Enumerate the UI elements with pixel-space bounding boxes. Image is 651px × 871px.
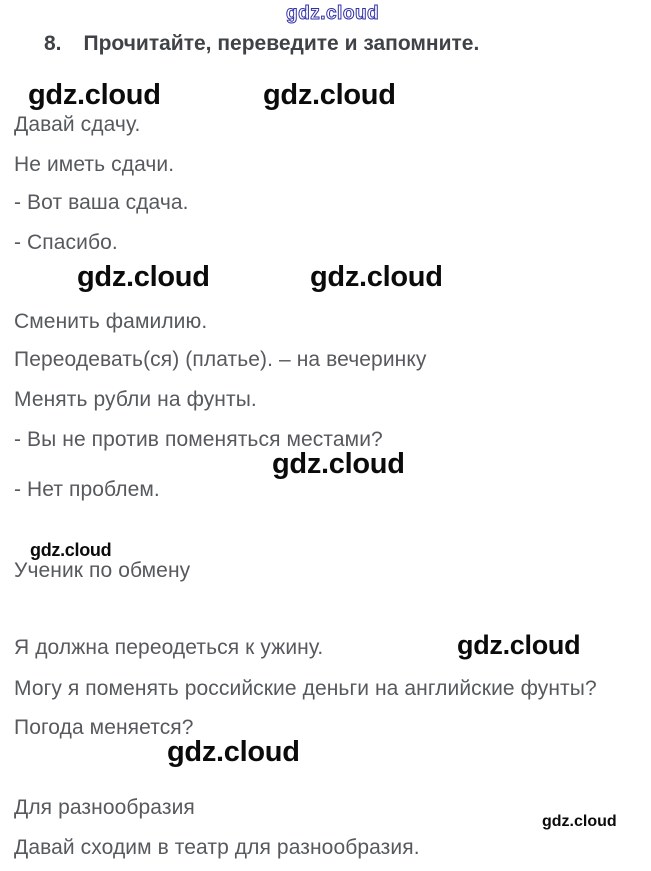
exercise-title: Прочитайте, переведите и запомните. bbox=[83, 32, 480, 55]
text-line: Менять рубли на фунты. bbox=[14, 388, 257, 411]
gdz-cloud-watermark: gdz.cloud bbox=[310, 261, 443, 293]
gdz-cloud-watermark: gdz.cloud bbox=[167, 736, 300, 768]
text-line: Для разнообразия bbox=[14, 796, 195, 819]
text-line: Переодевать(ся) (платье). – на вечеринку bbox=[14, 348, 427, 371]
gdz-cloud-watermark: gdz.cloud bbox=[542, 813, 617, 830]
text-line: - Нет проблем. bbox=[14, 478, 160, 501]
text-line: Не иметь сдачи. bbox=[14, 153, 175, 176]
text-line: - Вы не против поменяться местами? bbox=[14, 428, 383, 451]
gdz-cloud-watermark-outline: gdz.cloud bbox=[286, 3, 380, 24]
exercise-heading bbox=[44, 31, 479, 56]
text-line: Давай сходим в театр для разнообразия. bbox=[14, 836, 420, 859]
text-line: - Вот ваша сдача. bbox=[14, 191, 189, 214]
gdz-cloud-watermark: gdz.cloud bbox=[30, 540, 112, 560]
gdz-cloud-watermark: gdz.cloud bbox=[272, 448, 405, 480]
gdz-cloud-watermark: gdz.cloud bbox=[263, 79, 396, 111]
gdz-cloud-watermark: gdz.cloud bbox=[28, 79, 161, 111]
text-line: Могу я поменять российские деньги на английские фунты? bbox=[14, 677, 597, 700]
text-line: - Спасибо. bbox=[14, 231, 118, 254]
exercise-number: 8. bbox=[44, 32, 62, 55]
text-line: Ученик по обмену bbox=[14, 559, 191, 582]
gdz-cloud-watermark: gdz.cloud bbox=[457, 630, 581, 660]
gdz-cloud-watermark: gdz.cloud bbox=[77, 261, 210, 293]
text-line: Погода меняется? bbox=[14, 716, 194, 739]
text-line: Давай сдачу. bbox=[14, 113, 141, 136]
text-line: Я должна переодеться к ужину. bbox=[14, 636, 324, 659]
text-line: Сменить фамилию. bbox=[14, 310, 208, 333]
